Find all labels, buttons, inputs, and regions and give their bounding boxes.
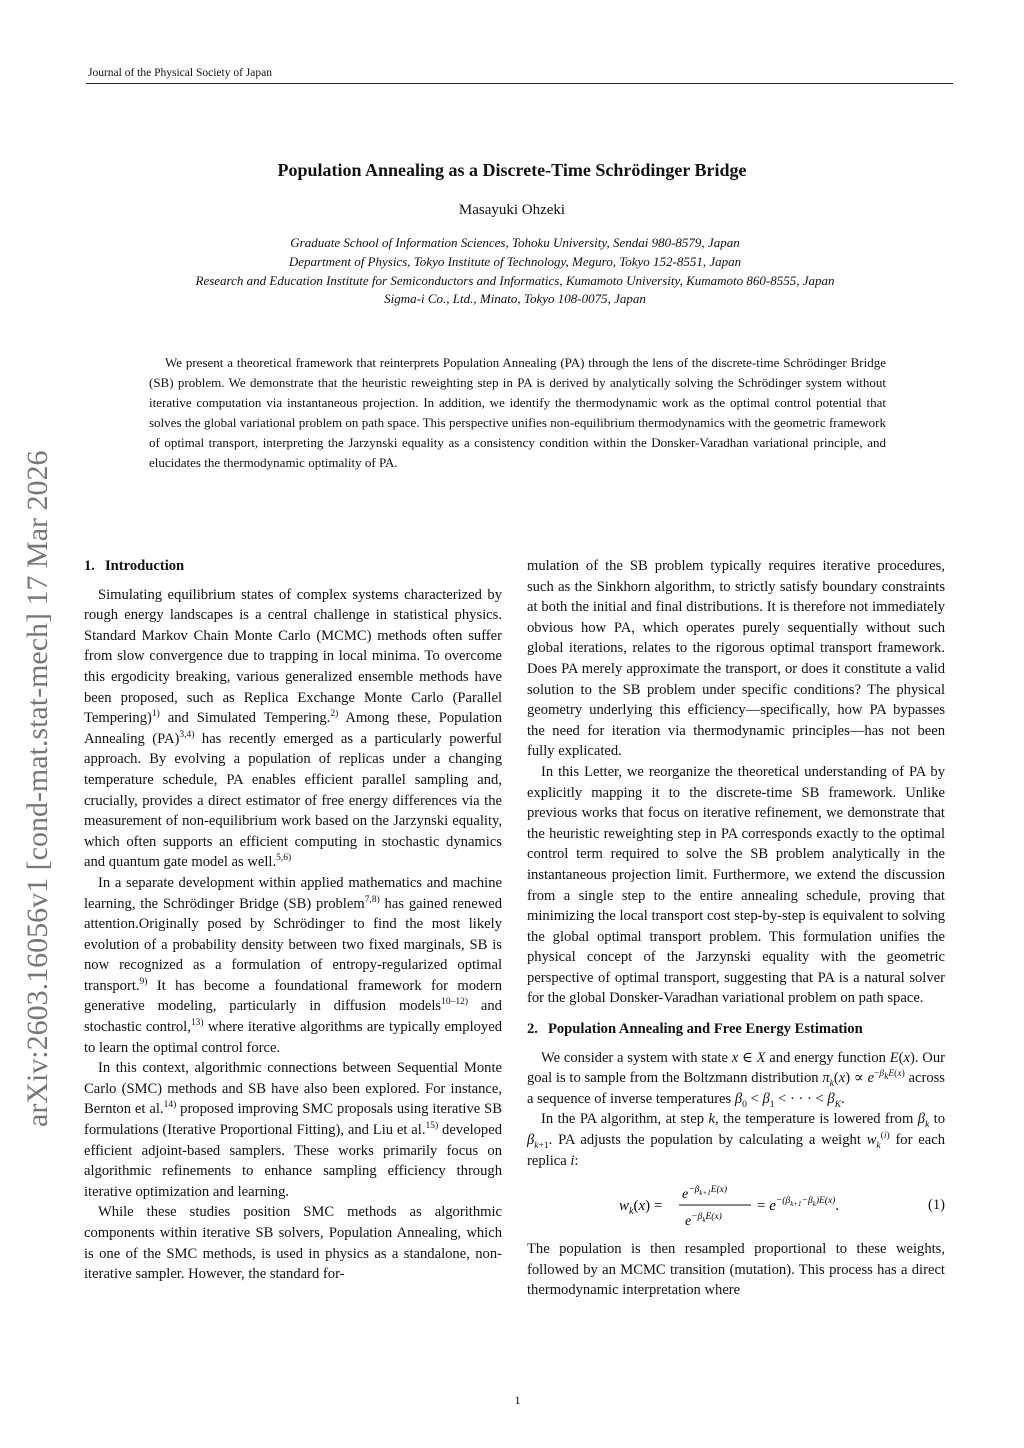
paragraph (84, 585, 502, 873)
text-run: In the PA algorithm, at step (541, 1111, 709, 1128)
equation-render (619, 1179, 869, 1233)
equation-number: (1) (927, 1197, 945, 1214)
affiliation: Research and Education Institute for Semiconductors and Informatics, Kumamoto University, Kumamoto 860-8555, Japan (195, 272, 835, 288)
citation[interactable]: 2) (330, 709, 339, 720)
section-heading (84, 556, 502, 577)
math-inline: x ∈ X (731, 1049, 766, 1066)
math-inline: $\beta_k$ to $\beta_{k+1}$ (527, 1111, 946, 1151)
affiliations (140, 234, 890, 309)
svg-text:= e−(βk+1−βk)E(x).: = $e^{-(\beta}_{k+1}^{-\beta}_k^{)E(x)}$. (757, 1196, 840, 1215)
text-run: has recently emerged as a particularly powerful approach. By evolving a population of replicas under a changing temperature schedule, PA enables efficient parallel sampling and, crucially, provides a direct estimator of free energy differences via the measurement of non-equilibrium work based on the Jarzynski equality, which often supports an efficient computing in stochastic dynamics and quantum gate model as well. (84, 730, 502, 871)
journal-header: Journal of the Physical Society of Japan (88, 67, 272, 79)
arxiv-stamp[interactable]: arXiv:2603.16056v1 [cond-mat.stat-mech] 17 Mar 2026 (21, 450, 54, 1127)
paper-title: Population Annealing as a Discrete-Time Schrödinger Bridge (277, 160, 747, 180)
paragraph: The population is then resampled proportional to these weights, followed by an MCMC transition (mutation). This process has a direct thermodynamic interpretation where (527, 1241, 945, 1299)
text-run: for each replica (527, 1132, 945, 1169)
paper-author: Masayuki Ohzeki (458, 202, 566, 218)
citation[interactable]: 13) (190, 1018, 204, 1029)
text-run: Among these, Population Annealing (PA) (84, 710, 502, 747)
text-run: across a sequence of inverse temperatures (527, 1070, 945, 1107)
text-run: In a separate development within applied mathematics and machine learning, the Schrödinger Bridge (SB) problem (84, 874, 502, 912)
text-run: Simulating equilibrium states of complex systems characterized by rough energy landscapes is a central challenge in statistical physics. Standard Markov Chain Monte Carlo (MCMC) methods often suffer from slow convergence due to trapping in local minima. To overcome this ergodicity breaking, various generalized ensemble methods have been proposed, such as Replica Exchange Monte Carlo (Parallel Tempering) (84, 586, 502, 727)
paragraph: In this Letter, we reorganize the theoretical understanding of PA by explicitly mapping it to the discrete-time SB framework. Unlike previous works that focus on iterative refinement, we demonstrate that the heuristic reweighting step in PA corresponds exactly to the optimal control term required to solve the SB problem analytically in the instantaneous projection limit. Furthermore, we extend the discussion from a single step to the entire annealing schedule, proving that minimizing the local transport cost step-by-step is equivalent to solving the global optimal transport problem. This formulation unifies the physical concept of the Jarzynski equality with the geometric perspective of optimal transport, suggesting that PA is a natural solver for the global Donsker-Varadhan variational problem on path space. (527, 763, 945, 1007)
section-number: 1. (84, 558, 95, 574)
text-run: . PA adjusts the population by calculating a weight (548, 1132, 867, 1149)
svg-text:e−βk+1E(x): $e^{-\beta}_{k+1}^{E(x)}$ (682, 1185, 728, 1203)
text-run: and stochastic control, (84, 998, 502, 1036)
text-run: proposed improving SMC proposals using iterative SB formulations (Iterative Proportional Fitting), and Liu et al. (84, 1101, 502, 1139)
math-inline: $\pi_k(x) \propto e^{-\beta_kE(x)}$ (822, 1069, 905, 1090)
svg-text:e−βkE(x): $e^{-\beta}_k^{E(x)}$ (685, 1212, 722, 1230)
affiliation: Sigma-i Co., Ltd., Minato, Tokyo 108-0075, Japan (384, 291, 646, 307)
citation[interactable]: 3,4) (179, 729, 195, 740)
math-inline: $w_k^{(i)}$ (866, 1131, 890, 1151)
text-run: We consider a system with state (541, 1049, 732, 1066)
citation[interactable]: 1) (151, 709, 160, 720)
paragraph (527, 1048, 945, 1110)
paragraph: In the PA algorithm, at step k, the temperature is lowered from $\beta_k$ to $\beta_{k+1}$. PA adjusts the population by calculating a weight $w_k^{(i)}$ for each replica i: (527, 1111, 946, 1169)
equation-1 (527, 1175, 945, 1235)
text-run: and Simulated Tempering. (159, 710, 331, 727)
text-run: where iterative algorithms are typically employed to learn the optimal control force. (84, 1019, 502, 1056)
text-run: In this context, algorithmic connections between Sequential Monte Carlo (SMC) methods and SB have also been explored. For instance, Bernton et al. (84, 1060, 502, 1118)
math-inline: i (570, 1152, 575, 1169)
math-inline: E(x) (889, 1049, 915, 1066)
math-inline: k (708, 1111, 715, 1128)
citation[interactable]: 15) (425, 1121, 439, 1132)
paragraph (84, 1058, 502, 1202)
page-number: 1 (514, 1393, 521, 1407)
citation[interactable]: 5,6) (276, 853, 292, 864)
paragraph: mulation of the SB problem typically requires iterative procedures, such as the Sinkhorn algorithm, to strictly satisfy boundary constraints at both the initial and final distributions. It is therefore not immediately obvious how PA, which operates purely sequentially without such global iterations, relates to the rigorous optimal transport framework. Does PA merely approximate the transport, or does it constitute a valid solution to the SB problem under specific conditions? The physical geometry underlying this efficiency—specifically, how PA bypasses the need for iteration via thermodynamic principles—has not been fully explicated. (527, 558, 945, 760)
abstract: We present a theoretical framework that reinterprets Population Annealing (PA) through the lens of the discrete-time Schrödinger Bridge (SB) problem. We demonstrate that the heuristic reweighting step in PA is derived by analytically solving the Schrödinger system without iterative computation via instantaneous projection. In addition, we identify the thermodynamic work as the optimal control potential that solves the global variational problem on path space. This perspective unifies non-equilibrium thermodynamics with the geometric framework of optimal transport, interpreting the Jarzynski equality as a consistency condition within the Donsker-Varadhan variational principle, and elucidates the thermodynamic optimality of PA. (149, 355, 886, 470)
paragraph (84, 873, 502, 1058)
right-column (527, 556, 945, 1301)
section-title: Introduction (104, 558, 185, 574)
svg-text:wk(x) =: $w_k(x)$ = (619, 1198, 663, 1218)
text-run: It has become a foundational framework for modern generative modeling, particularly in diffusion models (84, 977, 502, 1015)
section-heading (527, 1019, 945, 1040)
section-title: Population Annealing and Free Energy Estimation (547, 1021, 863, 1038)
citation[interactable]: 14) (163, 1100, 177, 1111)
header-rule (86, 83, 953, 84)
citation[interactable]: 7,8) (364, 894, 380, 905)
text-run: . Our goal is to sample from the Boltzmann distribution (527, 1049, 945, 1087)
text-run: has gained renewed attention.Originally posed by Schrödinger to find the most likely evolution of a probability density between two fixed marginals, SB is now recognized as a formulation of entropy-regularized optimal transport. (84, 895, 502, 994)
affiliation: Department of Physics, Tokyo Institute of Technology, Meguro, Tokyo 152-8551, Japan (288, 253, 742, 269)
paragraph: While these studies position SMC methods as algorithmic components within iterative SB solvers, Population Annealing, which is one of the SMC methods, is used in physics as a standalone, non-iterative sampler. However, the standard for- (84, 1204, 502, 1283)
affiliation: Graduate School of Information Sciences, Tohoku University, Sendai 980-8579, Japan (290, 235, 740, 250)
citation[interactable]: 10–12) (441, 997, 469, 1008)
text-run: and energy function (765, 1049, 890, 1066)
section-number: 2. (527, 1021, 538, 1038)
left-column (84, 556, 502, 1285)
math-inline: $\beta_0 < \beta_1$ < · · · < $\beta_K$. (734, 1090, 845, 1110)
text-run: , the temperature is lowered from (714, 1111, 918, 1128)
citation[interactable]: 9) (139, 976, 148, 987)
text-run: developed efficient adjoint-based samplers. These works primarily focus on algorithmic refinements to enhance sampling efficiency through iterative optimization and learning. (84, 1122, 502, 1200)
